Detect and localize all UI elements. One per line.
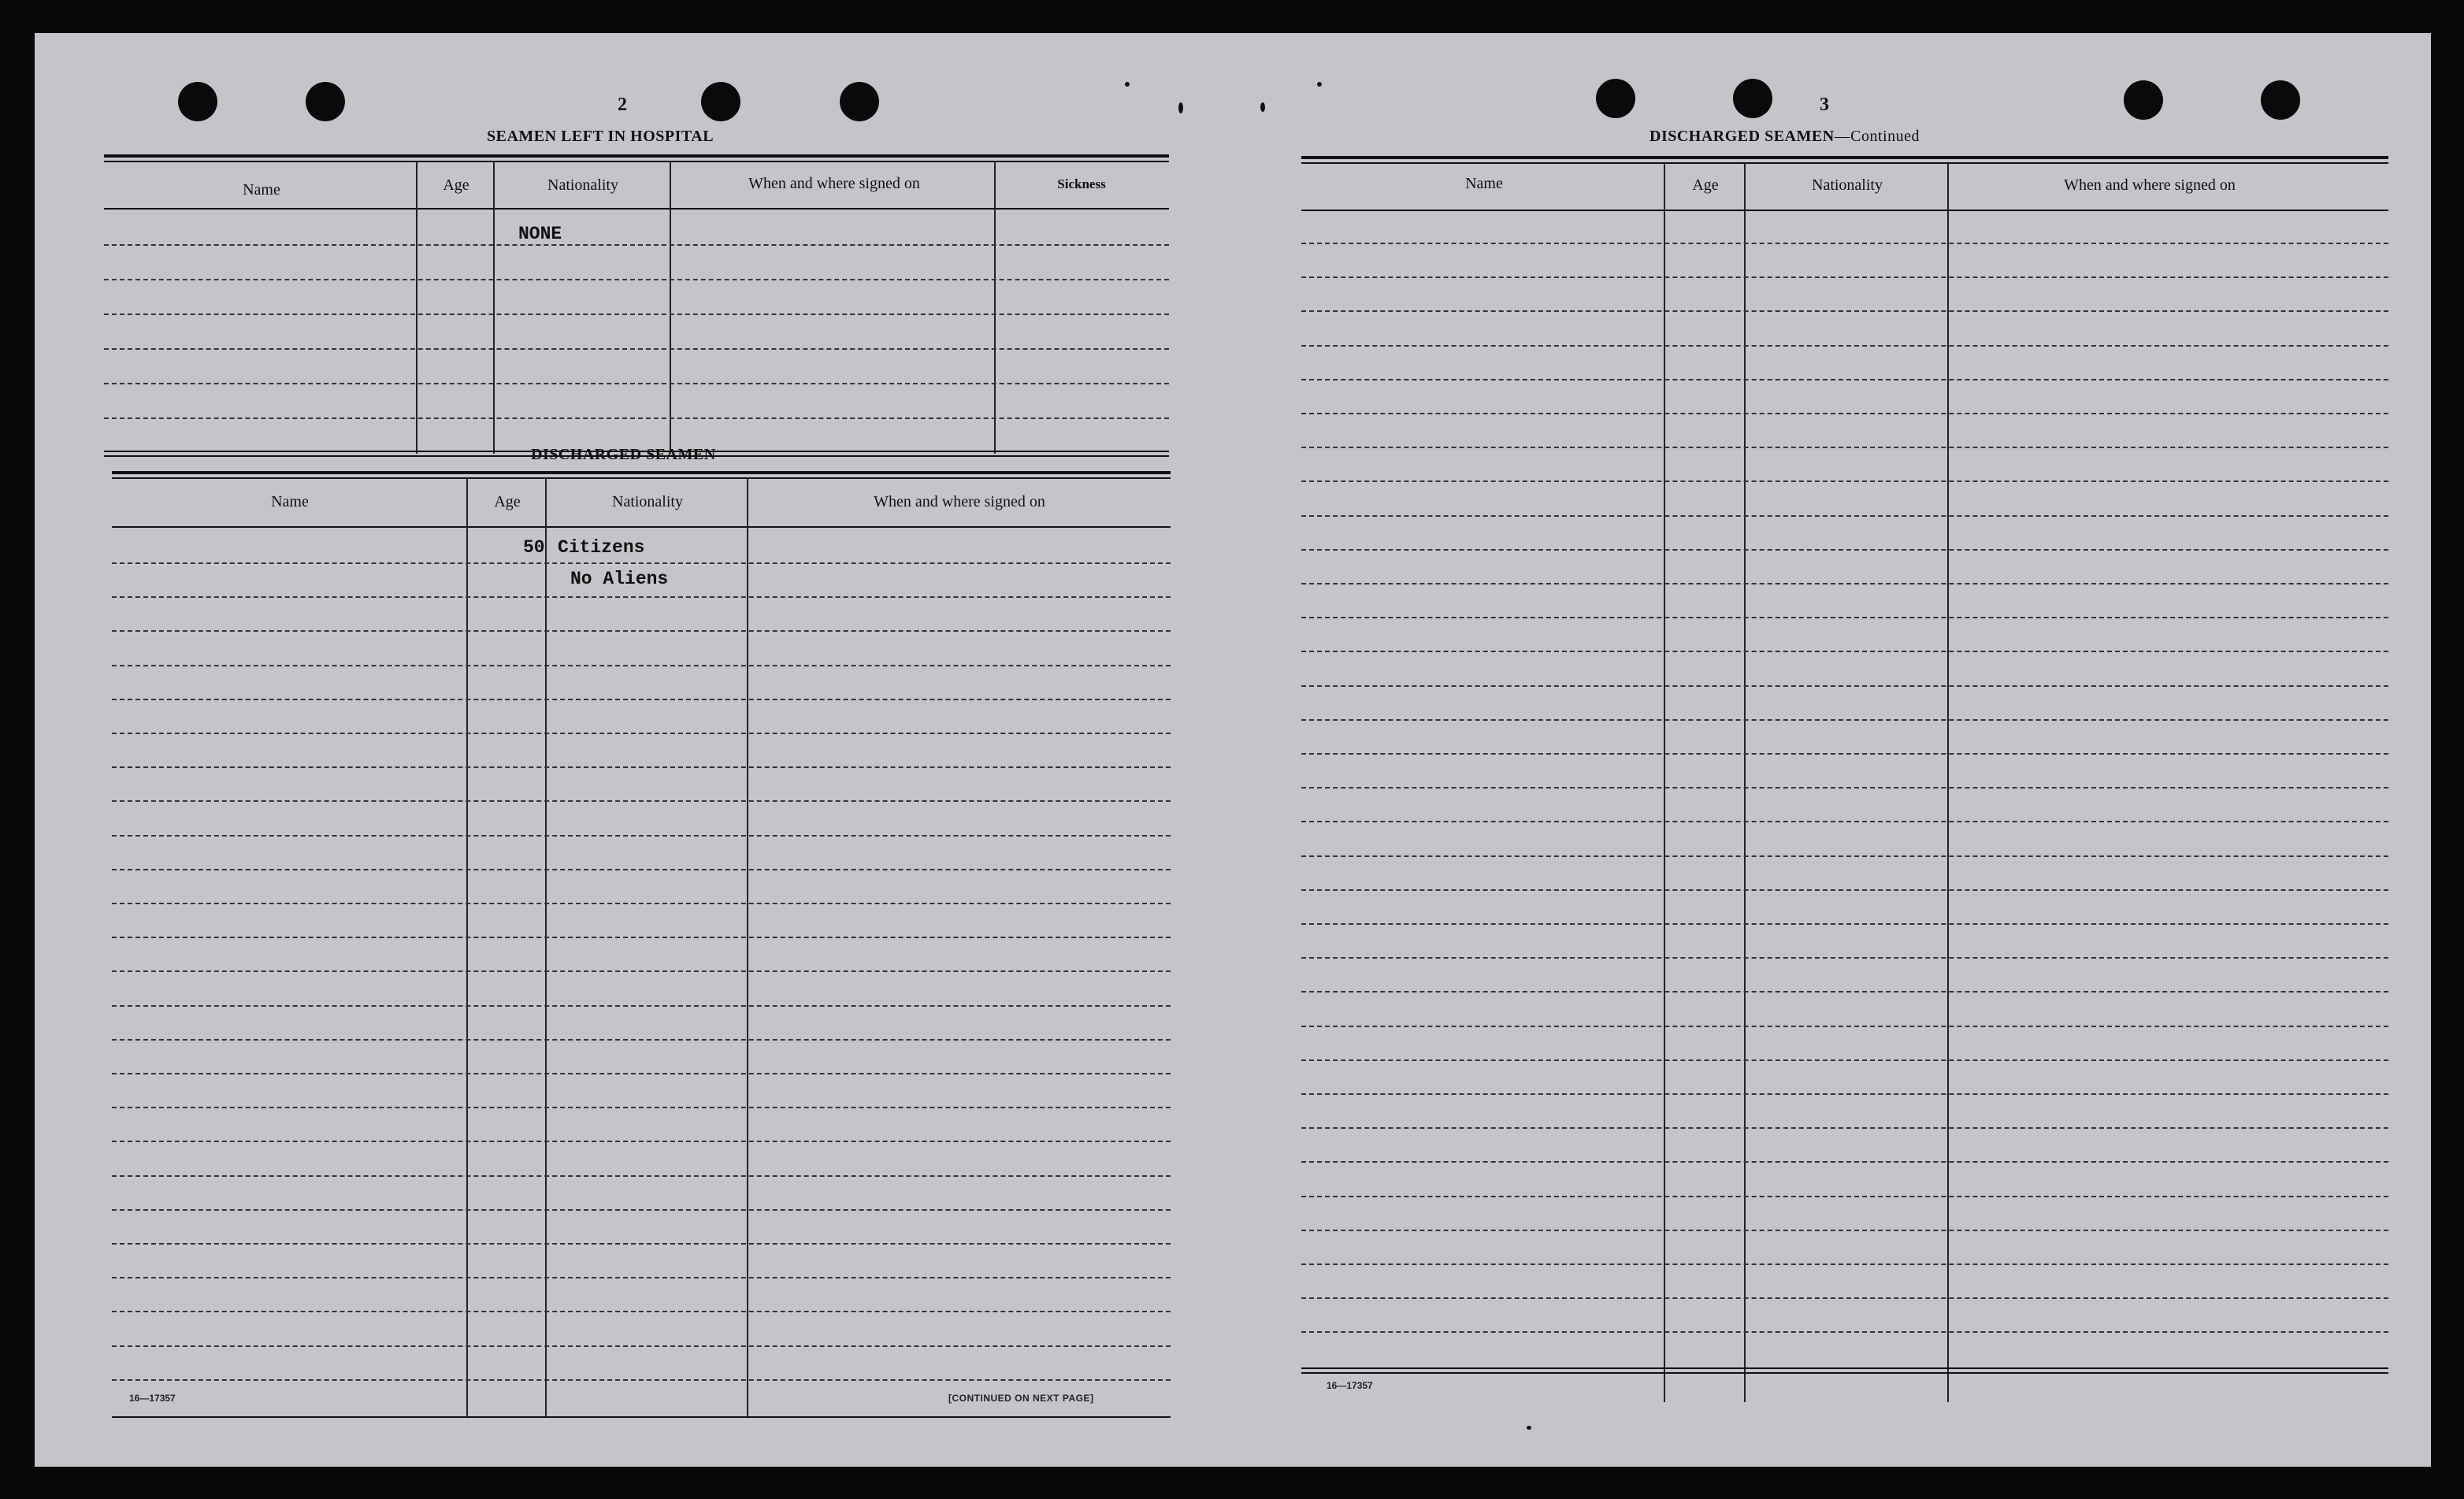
hospital-col-nationality: Nationality: [547, 176, 618, 194]
continued-note: [CONTINUED ON NEXT PAGE]: [948, 1393, 1094, 1404]
document-page: [35, 33, 2431, 1467]
rule: [1301, 156, 2388, 159]
row-line: [112, 1039, 1171, 1041]
row-line: [1301, 1331, 2388, 1333]
rule: [112, 471, 1171, 474]
row-line: [112, 1345, 1171, 1347]
ink-speck: [1317, 82, 1322, 87]
row-line: [1301, 345, 2388, 347]
hospital-col-name: Name: [243, 181, 280, 199]
punch-hole: [178, 82, 217, 121]
punch-hole: [2261, 80, 2300, 120]
row-line: [1301, 753, 2388, 755]
row-line: [1301, 447, 2388, 448]
row-line: [1301, 651, 2388, 652]
row-line: [1301, 719, 2388, 721]
row-line: [112, 699, 1171, 700]
row-line: [1301, 1026, 2388, 1027]
row-line: [112, 766, 1171, 768]
row-line: [1301, 855, 2388, 857]
row-line: [1301, 1297, 2388, 1299]
column-divider: [670, 162, 671, 454]
row-line: [1301, 821, 2388, 822]
row-line: [1301, 1161, 2388, 1163]
ink-speck: [1260, 102, 1265, 112]
row-line: [112, 1277, 1171, 1278]
row-line: [104, 279, 1169, 280]
discharged-col-age: Age: [494, 493, 521, 510]
rule: [104, 161, 1169, 162]
row-line: [112, 1209, 1171, 1211]
row-line: [112, 1073, 1171, 1074]
row-line: [1301, 957, 2388, 959]
page-number-right: 3: [1820, 95, 1829, 115]
row-line: [112, 1379, 1171, 1381]
row-line: [104, 244, 1169, 246]
ink-speck: [1527, 1426, 1531, 1430]
row-line: [112, 665, 1171, 666]
column-divider: [1947, 164, 1949, 1402]
row-line: [104, 348, 1169, 350]
row-line: [1301, 1127, 2388, 1129]
row-line: [1301, 787, 2388, 788]
row-line: [112, 733, 1171, 734]
rule: [112, 526, 1171, 528]
discharged-cont-col-signed-on: When and where signed on: [2064, 176, 2236, 194]
row-line: [1301, 685, 2388, 687]
column-divider: [1744, 164, 1746, 1402]
row-line: [1301, 1263, 2388, 1265]
discharged-entry-nationality: No Aliens: [570, 569, 669, 589]
discharged-cont-col-nationality: Nationality: [1812, 176, 1883, 194]
row-line: [112, 903, 1171, 904]
row-line: [1301, 617, 2388, 618]
row-line: [1301, 549, 2388, 551]
punch-hole: [1596, 79, 1635, 118]
row-line: [112, 937, 1171, 938]
punch-hole: [1733, 79, 1772, 118]
hospital-col-sickness: Sickness: [1057, 176, 1106, 191]
rule: [104, 154, 1169, 158]
row-line: [1301, 276, 2388, 278]
punch-hole: [701, 82, 740, 121]
row-line: [112, 1005, 1171, 1007]
rule: [112, 477, 1171, 479]
page-number-left: 2: [618, 95, 627, 115]
row-line: [1301, 379, 2388, 380]
rule: [1301, 162, 2388, 164]
discharged-entry-age: 50: [523, 537, 545, 558]
rule: [1301, 1367, 2388, 1369]
punch-hole: [306, 82, 345, 121]
form-number-left: 16—17357: [129, 1393, 176, 1404]
punch-hole: [2124, 80, 2163, 120]
row-line: [112, 869, 1171, 870]
row-line: [1301, 923, 2388, 925]
row-line: [1301, 889, 2388, 891]
row-line: [1301, 1059, 2388, 1061]
column-divider: [1664, 164, 1665, 1402]
column-divider: [994, 162, 996, 454]
row-line: [1301, 413, 2388, 414]
row-line: [112, 835, 1171, 837]
rule: [1301, 210, 2388, 211]
discharged-entry-nationality: Citizens: [558, 537, 645, 558]
punch-hole: [840, 82, 879, 121]
row-line: [112, 1141, 1171, 1142]
row-line: [1301, 1196, 2388, 1197]
row-line: [104, 314, 1169, 315]
rule: [104, 208, 1169, 210]
discharged-title-text: DISCHARGED SEAMEN: [1649, 128, 1835, 145]
row-line: [112, 596, 1171, 598]
column-divider: [493, 162, 495, 454]
hospital-col-age: Age: [443, 176, 469, 194]
row-line: [1301, 583, 2388, 584]
row-line: [112, 630, 1171, 632]
discharged-col-nationality: Nationality: [612, 493, 683, 510]
rule: [112, 1416, 1171, 1418]
form-number-right: 16—17357: [1327, 1380, 1373, 1391]
column-divider: [416, 162, 417, 454]
row-line: [112, 1107, 1171, 1108]
hospital-section-title: SEAMEN LEFT IN HOSPITAL: [487, 128, 714, 145]
row-line: [1301, 480, 2388, 482]
row-line: [1301, 243, 2388, 244]
row-line: [112, 562, 1171, 564]
discharged-col-name: Name: [271, 493, 309, 510]
discharged-continued-title: [1649, 128, 1920, 146]
discharged-title-suffix: —Continued: [1834, 128, 1920, 145]
row-line: [1301, 991, 2388, 993]
row-line: [112, 970, 1171, 972]
row-line: [112, 1175, 1171, 1177]
row-line: [1301, 1093, 2388, 1095]
row-line: [1301, 310, 2388, 312]
discharged-cont-col-age: Age: [1692, 176, 1719, 194]
ink-speck: [1125, 82, 1130, 87]
hospital-entry-none: NONE: [518, 224, 562, 244]
row-line: [1301, 515, 2388, 517]
row-line: [104, 383, 1169, 384]
ink-speck: [1178, 102, 1183, 113]
discharged-section-title: DISCHARGED SEAMEN: [531, 446, 716, 463]
row-line: [1301, 1230, 2388, 1231]
row-line: [104, 417, 1169, 419]
row-line: [112, 800, 1171, 802]
rule: [1301, 1372, 2388, 1374]
row-line: [112, 1311, 1171, 1312]
discharged-col-signed-on: When and where signed on: [874, 493, 1045, 510]
discharged-cont-col-name: Name: [1465, 175, 1503, 192]
hospital-col-signed-on: When and where signed on: [748, 175, 920, 192]
row-line: [112, 1243, 1171, 1245]
